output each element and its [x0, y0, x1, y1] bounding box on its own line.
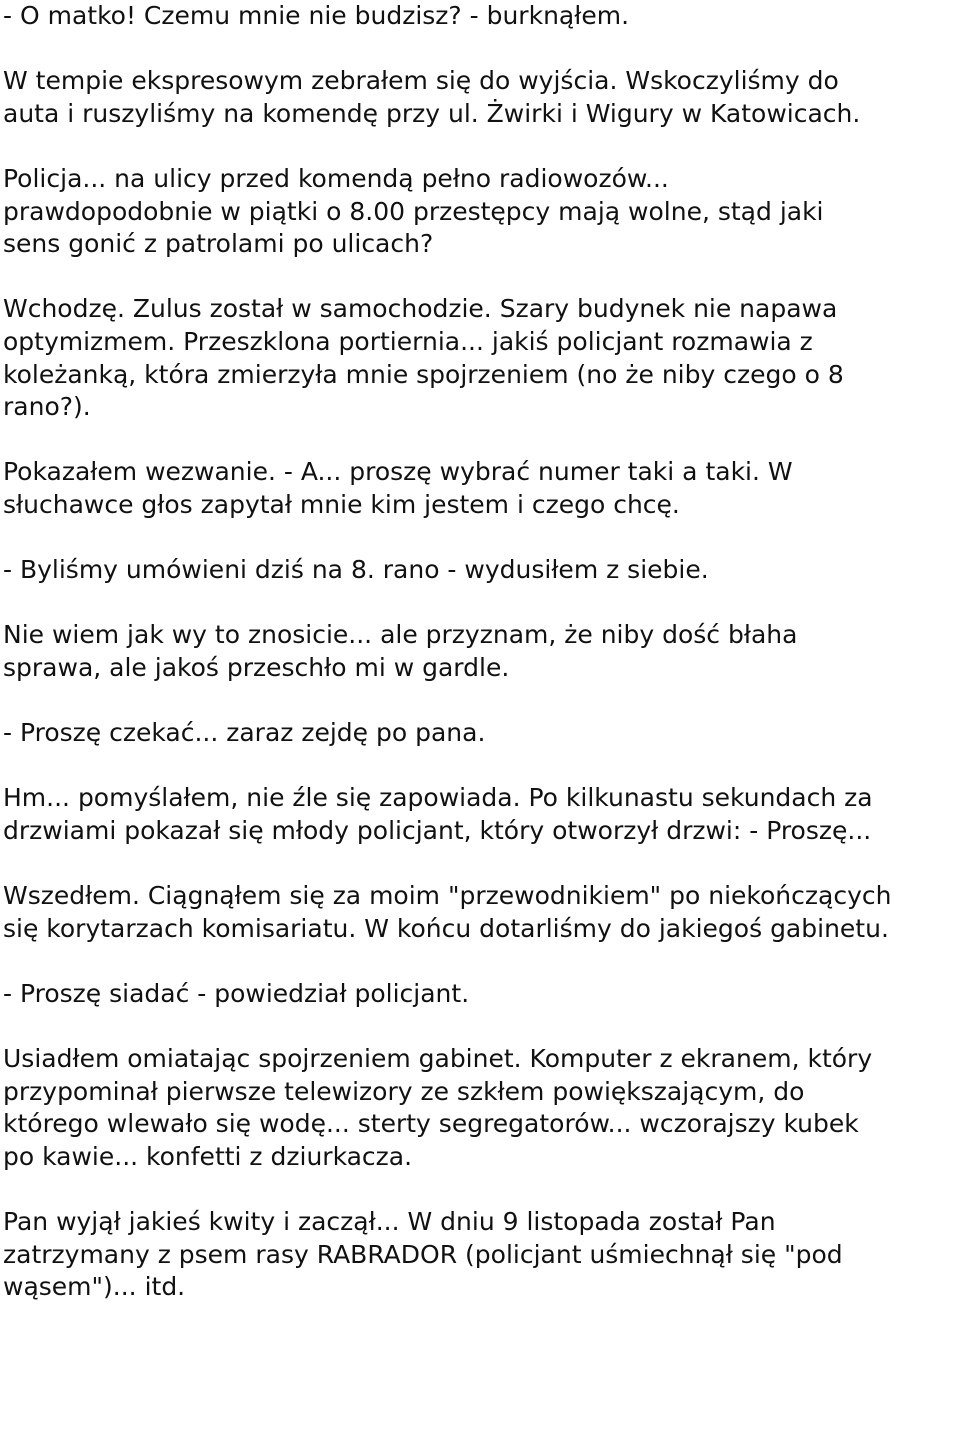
paragraph — [3, 619, 958, 684]
text-line: Nie wiem jak wy to znosicie... ale przyznam, że niby dość błaha — [3, 620, 798, 650]
text-line: Hm... pomyślałem, nie źle się zapowiada. Po kilkunastu sekundach za — [3, 783, 873, 813]
text-line: się korytarzach komisariatu. W końcu dotarliśmy do jakiegoś gabinetu. — [3, 913, 889, 943]
text-line: którego wlewało się wodę... sterty segregatorów... wczorajszy kubek — [3, 1109, 859, 1139]
paragraph — [3, 293, 958, 423]
text-line: auta i ruszyliśmy na komendę przy ul. Żwirki i Wigury w Katowicach. — [3, 98, 861, 128]
text-line: optymizmem. Przeszklona portiernia... jakiś policjant rozmawia z — [3, 326, 813, 356]
text-line: po kawie... konfetti z dziurkacza. — [3, 1141, 413, 1171]
text-line: Wszedłem. Ciągnąłem się za moim "przewodnikiem" po niekończących — [3, 881, 892, 911]
text-line: - O matko! Czemu mnie nie budzisz? - burknąłem. — [3, 1, 630, 30]
text-line: - Proszę siadać - powiedział policjant. — [3, 978, 470, 1008]
text-line: W tempie ekspresowym zebrałem się do wyjścia. Wskoczyliśmy do — [3, 66, 839, 96]
text-line: wąsem")... itd. — [3, 1272, 186, 1302]
paragraph — [3, 456, 958, 521]
text-line: zatrzymany z psem rasy RABRADOR (policjant uśmiechnął się "pod — [3, 1239, 843, 1269]
text-line: Policja... na ulicy przed komendą pełno radiowozów... — [3, 163, 669, 193]
text-line: Wchodzę. Zulus został w samochodzie. Szary budynek nie napawa — [3, 294, 838, 324]
text-line: Usiadłem omiatając spojrzeniem gabinet. Komputer z ekranem, który — [3, 1044, 873, 1073]
paragraph — [3, 65, 958, 130]
text-line: przypominał pierwsze telewizory ze szkłem powiększającym, do — [3, 1076, 805, 1106]
paragraph — [3, 978, 958, 1011]
text-line: prawdopodobnie w piątki o 8.00 przestępcy mają wolne, stąd jaki — [3, 196, 824, 226]
text-line: Pan wyjął jakieś kwity i zaczął... W dniu 9 listopada został Pan — [3, 1206, 776, 1236]
paragraph — [3, 1206, 958, 1304]
text-line: - Byliśmy umówieni dziś na 8. rano - wydusiłem z siebie. — [3, 555, 709, 585]
text-line: - Proszę czekać... zaraz zejdę po pana. — [3, 718, 486, 748]
text-line: sprawa, ale jakoś przeschło mi w gardle. — [3, 652, 510, 682]
paragraph — [3, 782, 958, 847]
text-line: sens gonić z patrolami po ulicach? — [3, 229, 434, 259]
paragraph — [3, 880, 958, 945]
text-line: koleżanką, która zmierzyła mnie spojrzeniem (no że niby czego o 8 — [3, 359, 844, 389]
paragraph — [3, 163, 958, 261]
paragraph — [3, 554, 958, 587]
text-line: Pokazałem wezwanie. - A... proszę wybrać numer taki a taki. W — [3, 457, 793, 487]
paragraph — [3, 0, 958, 33]
paragraph — [3, 1043, 958, 1173]
text-line: słuchawce głos zapytał mnie kim jestem i czego chcę. — [3, 489, 680, 519]
paragraph — [3, 717, 958, 750]
text-line: rano?). — [3, 392, 91, 422]
text-line: drzwiami pokazał się młody policjant, który otworzył drzwi: - Proszę... — [3, 815, 872, 845]
document-body — [3, 0, 958, 1336]
